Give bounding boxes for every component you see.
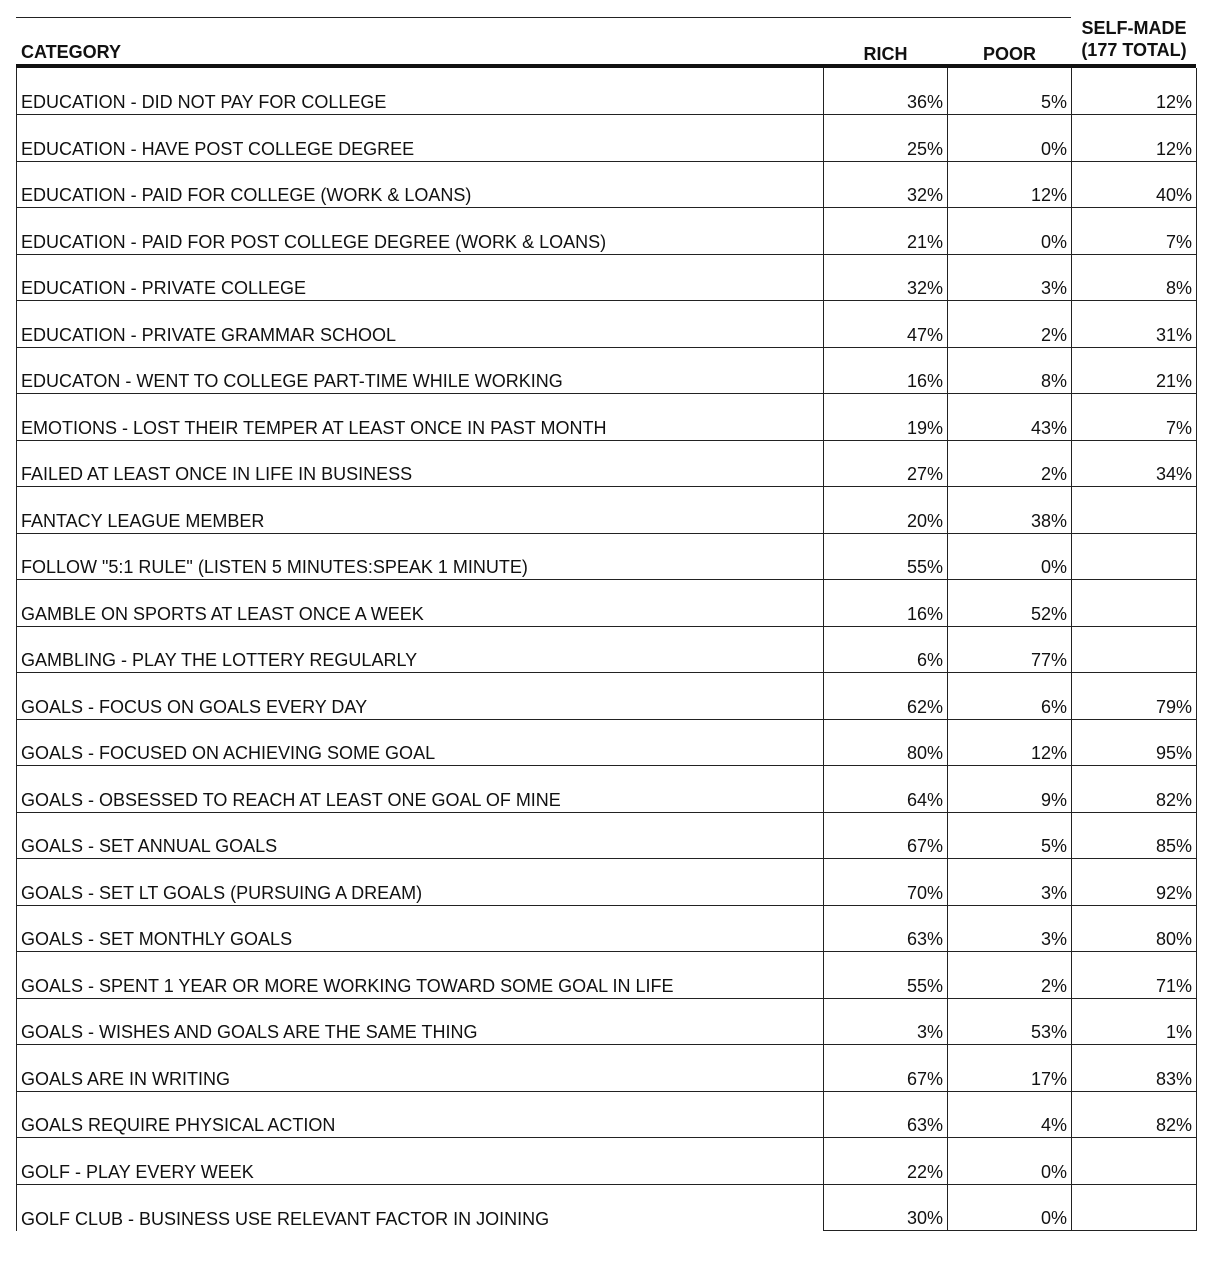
category-cell: FOLLOW "5:1 RULE" (LISTEN 5 MINUTES:SPEAK 1 MINUTE) (17, 533, 824, 580)
poor-cell: 0% (948, 208, 1072, 255)
category-cell: EDUCATION - PAID FOR POST COLLEGE DEGREE (WORK & LOANS) (17, 208, 824, 255)
category-cell: EDUCATION - HAVE POST COLLEGE DEGREE (17, 115, 824, 162)
rich-cell: 67% (824, 1045, 948, 1092)
table-row (17, 394, 1197, 441)
category-cell: GOALS - FOCUSED ON ACHIEVING SOME GOAL (17, 719, 824, 766)
poor-cell: 2% (948, 301, 1072, 348)
survey-table (16, 68, 1197, 1231)
self-made-cell: 85% (1072, 812, 1197, 859)
rich-cell: 19% (824, 394, 948, 441)
self-made-cell: 82% (1072, 766, 1197, 813)
category-cell: GAMBLING - PLAY THE LOTTERY REGULARLY (17, 626, 824, 673)
category-cell: GOALS - WISHES AND GOALS ARE THE SAME THING (17, 998, 824, 1045)
poor-cell: 17% (948, 1045, 1072, 1092)
self-made-cell: 21% (1072, 347, 1197, 394)
table-row (17, 115, 1197, 162)
header-self-made (1072, 17, 1196, 61)
table-body (17, 68, 1197, 1231)
category-cell: GOALS REQUIRE PHYSICAL ACTION (17, 1091, 824, 1138)
rich-cell: 47% (824, 301, 948, 348)
self-made-cell (1072, 580, 1197, 627)
table-row (17, 533, 1197, 580)
rich-cell: 67% (824, 812, 948, 859)
rich-cell: 27% (824, 440, 948, 487)
self-made-cell: 80% (1072, 905, 1197, 952)
table-row (17, 1138, 1197, 1185)
rich-cell: 25% (824, 115, 948, 162)
rich-cell: 16% (824, 580, 948, 627)
header-rich: RICH (863, 44, 908, 64)
rich-cell: 3% (824, 998, 948, 1045)
poor-cell: 2% (948, 952, 1072, 999)
rich-cell: 63% (824, 905, 948, 952)
rich-cell: 6% (824, 626, 948, 673)
poor-cell: 12% (948, 719, 1072, 766)
rich-cell: 36% (824, 68, 948, 115)
rich-cell: 63% (824, 1091, 948, 1138)
self-made-cell: 79% (1072, 673, 1197, 720)
table-row (17, 440, 1197, 487)
self-made-cell: 40% (1072, 161, 1197, 208)
table-row (17, 812, 1197, 859)
table-row (17, 1045, 1197, 1092)
self-made-cell: 7% (1072, 208, 1197, 255)
category-cell: EMOTIONS - LOST THEIR TEMPER AT LEAST ONCE IN PAST MONTH (17, 394, 824, 441)
self-made-cell (1072, 626, 1197, 673)
table-row (17, 580, 1197, 627)
category-cell: FAILED AT LEAST ONCE IN LIFE IN BUSINESS (17, 440, 824, 487)
table-row (17, 68, 1197, 115)
poor-cell: 3% (948, 859, 1072, 906)
category-cell: GOALS - FOCUS ON GOALS EVERY DAY (17, 673, 824, 720)
self-made-cell (1072, 1184, 1197, 1231)
table-row (17, 1091, 1197, 1138)
poor-cell: 53% (948, 998, 1072, 1045)
rich-cell: 62% (824, 673, 948, 720)
rich-cell: 55% (824, 533, 948, 580)
category-cell: GOALS - SET MONTHLY GOALS (17, 905, 824, 952)
table-row (17, 766, 1197, 813)
table-row (17, 905, 1197, 952)
poor-cell: 43% (948, 394, 1072, 441)
self-made-cell (1072, 533, 1197, 580)
self-made-cell (1072, 487, 1197, 534)
self-made-cell: 8% (1072, 254, 1197, 301)
poor-cell: 5% (948, 812, 1072, 859)
rich-cell: 16% (824, 347, 948, 394)
self-made-cell: 31% (1072, 301, 1197, 348)
self-made-cell: 12% (1072, 115, 1197, 162)
category-cell: EDUCATION - PRIVATE GRAMMAR SCHOOL (17, 301, 824, 348)
poor-cell: 6% (948, 673, 1072, 720)
category-cell: FANTACY LEAGUE MEMBER (17, 487, 824, 534)
rich-cell: 80% (824, 719, 948, 766)
poor-cell: 77% (948, 626, 1072, 673)
self-made-cell: 34% (1072, 440, 1197, 487)
poor-cell: 4% (948, 1091, 1072, 1138)
rich-cell: 20% (824, 487, 948, 534)
category-cell: GOALS - SET LT GOALS (PURSUING A DREAM) (17, 859, 824, 906)
poor-cell: 0% (948, 533, 1072, 580)
table-row (17, 719, 1197, 766)
category-cell: GOALS ARE IN WRITING (17, 1045, 824, 1092)
table-row (17, 487, 1197, 534)
self-made-cell: 82% (1072, 1091, 1197, 1138)
poor-cell: 0% (948, 1138, 1072, 1185)
category-cell: EDUCATION - DID NOT PAY FOR COLLEGE (17, 68, 824, 115)
self-made-cell: 1% (1072, 998, 1197, 1045)
poor-cell: 5% (948, 68, 1072, 115)
poor-cell: 8% (948, 347, 1072, 394)
poor-cell: 52% (948, 580, 1072, 627)
table-row (17, 347, 1197, 394)
category-cell: EDUCATION - PRIVATE COLLEGE (17, 254, 824, 301)
poor-cell: 38% (948, 487, 1072, 534)
rich-cell: 32% (824, 254, 948, 301)
category-cell: EDUCATION - PAID FOR COLLEGE (WORK & LOANS) (17, 161, 824, 208)
rich-cell: 55% (824, 952, 948, 999)
table-row (17, 1184, 1197, 1231)
table-row (17, 952, 1197, 999)
rich-cell: 30% (824, 1184, 948, 1231)
header-category: CATEGORY (21, 42, 122, 62)
header-poor: POOR (982, 44, 1036, 64)
poor-cell: 2% (948, 440, 1072, 487)
table-row (17, 673, 1197, 720)
category-cell: GOLF CLUB - BUSINESS USE RELEVANT FACTOR IN JOINING (17, 1184, 824, 1231)
category-cell: GOALS - SET ANNUAL GOALS (17, 812, 824, 859)
poor-cell: 0% (948, 115, 1072, 162)
header-self-made-line1: SELF-MADE (1081, 18, 1187, 38)
category-cell: GOALS - OBSESSED TO REACH AT LEAST ONE GOAL OF MINE (17, 766, 824, 813)
rich-cell: 32% (824, 161, 948, 208)
poor-cell: 9% (948, 766, 1072, 813)
poor-cell: 12% (948, 161, 1072, 208)
table-row (17, 626, 1197, 673)
category-cell: EDUCATON - WENT TO COLLEGE PART-TIME WHILE WORKING (17, 347, 824, 394)
table-row (17, 161, 1197, 208)
table-row (17, 859, 1197, 906)
table-row (17, 301, 1197, 348)
rich-cell: 21% (824, 208, 948, 255)
self-made-cell: 83% (1072, 1045, 1197, 1092)
rich-cell: 70% (824, 859, 948, 906)
top-rule (16, 17, 1071, 18)
table-row (17, 998, 1197, 1045)
rich-cell: 22% (824, 1138, 948, 1185)
category-cell: GOLF - PLAY EVERY WEEK (17, 1138, 824, 1185)
self-made-cell: 7% (1072, 394, 1197, 441)
self-made-cell (1072, 1138, 1197, 1185)
category-cell: GAMBLE ON SPORTS AT LEAST ONCE A WEEK (17, 580, 824, 627)
self-made-cell: 71% (1072, 952, 1197, 999)
category-cell: GOALS - SPENT 1 YEAR OR MORE WORKING TOWARD SOME GOAL IN LIFE (17, 952, 824, 999)
poor-cell: 0% (948, 1184, 1072, 1231)
poor-cell: 3% (948, 905, 1072, 952)
self-made-cell: 12% (1072, 68, 1197, 115)
poor-cell: 3% (948, 254, 1072, 301)
table-row (17, 208, 1197, 255)
header-self-made-line2: (177 TOTAL) (1081, 40, 1187, 60)
rich-cell: 64% (824, 766, 948, 813)
self-made-cell: 92% (1072, 859, 1197, 906)
self-made-cell: 95% (1072, 719, 1197, 766)
table-row (17, 254, 1197, 301)
